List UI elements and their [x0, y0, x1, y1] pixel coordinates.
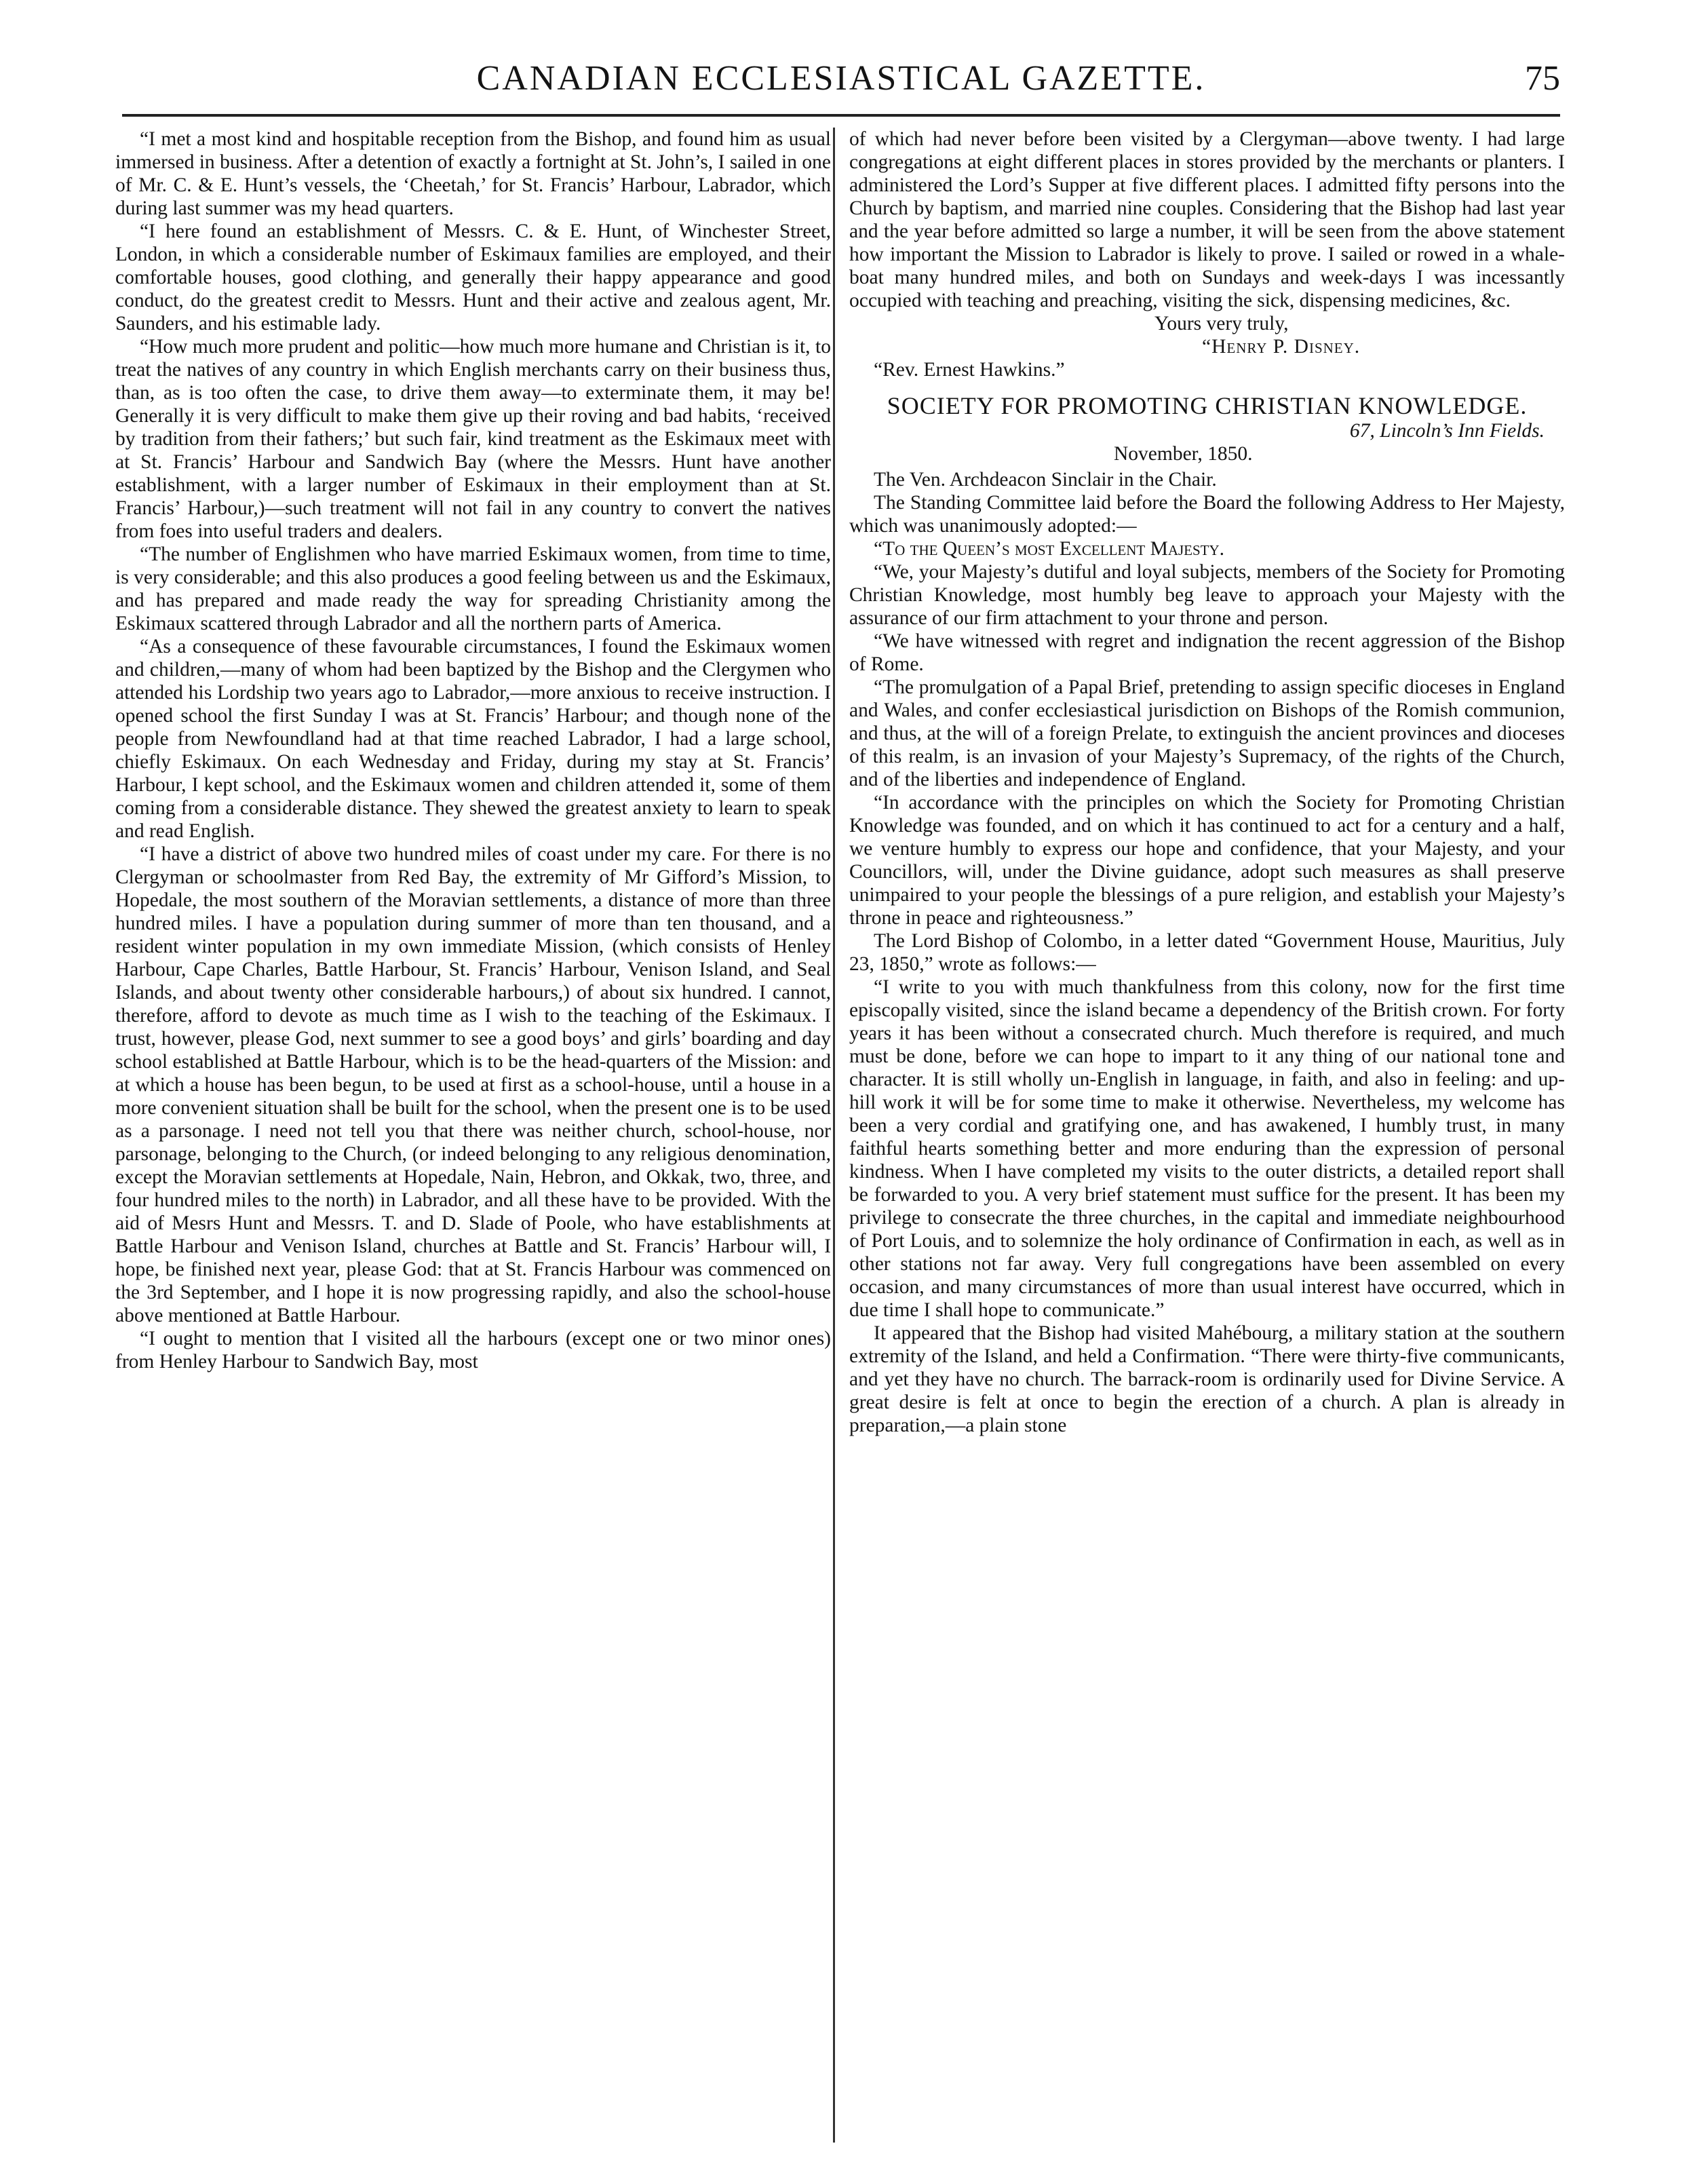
header-rule: [122, 114, 1560, 117]
letter-signoff: Yours very truly,: [1154, 313, 1289, 334]
letter-paragraph: “How much more prudent and politic—how much more humane and Christian is it, to treat the natives of any country in which English merchants carry on their business thus, than, as is too often the case, to drive them away—to exterminate them, it may be! Generally it is very difficult to make them give up their roving and bad habits, ‘received by tradition from their fathers;’ but such fair, kind treatment as the Eskimaux meet with at St. Francis’ Harbour and Sandwich Bay (where the Messrs. Hunt have another establishment, with a larger number of Eskimaux in their employment than at St. Francis’ Harbour,)—such treatment will not fail in any country to convert the natives from foes into useful traders and dealers.: [115, 336, 831, 542]
page-header: [122, 54, 1560, 109]
section-heading: SOCIETY FOR PROMOTING CHRISTIAN KNOWLEDGE.: [887, 392, 1528, 419]
right-column: [849, 128, 1565, 1437]
letter-paragraph: “I have a district of above two hundred miles of coast under my care. For there is no Clergyman or schoolmaster from Red Bay, the extremity of Mr Gifford’s Mission, to Hopedale, the most southern of the Moravian settlements, a distance of more than three hundred miles. I have a population during summer of more than ten thousand, and a resident winter population in my own immediate Mission, (which consists of Henley Harbour, Cape Charles, Battle Harbour, St. Francis’ Harbour, Venison Island, and Seal Islands, and about twenty other considerable harbours,) of about six hundred. I cannot, therefore, afford to devote as much time as I wish to the teaching of the Eskimaux. I trust, however, please God, next summer to see a good boys’ and girls’ boarding and day school established at Battle Harbour, which is to be the head-quarters of the Mission: and at which a house has been begun, to be used at first as a school-house, until a house in a more convenient situation shall be built for the school, when the present one is to be used as a parsonage. I need not tell you that there was neither church, school-house, nor parsonage, belonging to the Church, (or indeed belonging to any religious denomination, except the Moravian settlements at Hopedale, Nain, Hebron, and Okkak, two, three, and four hundred miles to the north) in Labrador, and all these have to be provided. With the aid of Mesrs Hunt and Messrs. T. and D. Slade of Poole, who have establishments at Battle Harbour and Venison Island, churches at Battle and St. Francis’ Harbour will, I hope, be finished next year, please God: that at St. Francis Harbour was commenced on the 3rd September, and I hope it is now progressing rapidly, and also the school-house above mentioned at Battle Harbour.: [115, 843, 831, 1326]
section-date: November, 1850.: [1114, 443, 1253, 465]
publication-title: CANADIAN ECCLESIASTICAL GAZETTE.: [476, 59, 1206, 98]
minutes-paragraph: The Standing Committee laid before the Board the following Address to Her Majesty, which was unanimously adopted:—: [849, 492, 1565, 537]
letter-continuation: of which had never before been visited by a Clergyman—above twenty. I had large congregations at eight different places in stores provided by the merchants or planters. I administered the Lord’s Supper at five different places. I admitted fifty persons into the Church by baptism, and married nine couples. Considering that the Bishop had last year and the year before admitted so large a number, it will be seen from the above statement how important the Mission to Labrador is likely to prove. I sailed or rowed in a whale-boat many hundred miles, and both on Sundays and week-days I was incessantly occupied with teaching and preaching, visiting the sick, dispensing medicines, &c.: [849, 128, 1565, 311]
address-salutation: “To the Queen’s most Excellent Majesty.: [874, 538, 1225, 560]
letter-paragraph: “I ought to mention that I visited all the harbours (except one or two minor ones) from Henley Harbour to Sandwich Bay, most: [115, 1328, 831, 1373]
letter-paragraph: “As a consequence of these favourable circumstances, I found the Eskimaux women and children,—many of whom had been baptized by the Bishop and the Clergymen who attended his Lordship two years ago to Labrador,—more anxious to receive instruction. I opened school the first Sunday I was at St. Francis’ Harbour; and though none of the people from Newfoundland had at that time reached Labrador, I had a large school, chiefly Eskimaux. On each Wednesday and Friday, during my stay at St. Francis’ Harbour, I kept school, and the Eskimaux women and children attended it, some of them coming from a considerable distance. They shewed the greatest anxiety to learn to speak and read English.: [115, 636, 831, 842]
letter-paragraph: “I write to you with much thankfulness from this colony, now for the first time episcopally visited, since the island became a dependency of the British crown. For forty years it has been without a consecrated church. Much therefore is required, and much must be done, before we can hope to impart to it any thing of our national tone and character. It is still wholly un-English in language, in faith, and also in feeling: and up-hill work it will be for some time to make it otherwise. Nevertheless, my welcome has been a very cordial and gratifying one, and has awakened, I humbly trust, in many faithful hearts something better and more enduring than the expression of personal kindness. When I have completed my visits to the outer districts, a detailed report shall be forwarded to you. A very brief statement must suffice for the present. It has been my privilege to consecrate the three churches, in the capital and immediate neighbourhood of Port Louis, and to solemnize the holy ordinance of Confirmation in each, as well as in other stations not far away. Very full congregations have been assembled on every occasion, and many circumstances of more than usual interest have occurred, which in due time I shall hope to communicate.”: [849, 976, 1565, 1321]
letter-paragraph: “I met a most kind and hospitable reception from the Bishop, and found him as usual immersed in business. After a detention of exactly a fortnight at St. John’s, I sailed in one of Mr. C. & E. Hunt’s vessels, the ‘Cheetah,’ for St. Francis’ Harbour, Labrador, which during last summer was my head quarters.: [115, 128, 831, 219]
section-address: 67, Lincoln’s Inn Fields.: [1349, 420, 1545, 442]
left-column: [115, 128, 831, 1373]
column-divider: [833, 128, 835, 2143]
minutes-paragraph: It appeared that the Bishop had visited Mahébourg, a military station at the southern extremity of the Island, and held a Confirmation. “There were thirty-five communicants, and yet they have no church. The barrack-room is ordinarily used for Divine Service. A great desire is felt at once to begin the erection of a church. A plan is already in preparation,—a plain stone: [849, 1322, 1565, 1436]
minutes-paragraph: The Lord Bishop of Colombo, in a letter dated “Government House, Mauritius, July 23, 1850,” wrote as follows:—: [849, 930, 1565, 975]
address-paragraph: “The promulgation of a Papal Brief, pretending to assign specific dioceses in England and Wales, and confer ecclesiastical jurisdiction on Bishops of the Romish communion, and thus, at the will of a foreign Prelate, to extinguish the ancient provinces and dioceses of this realm, is an invasion of your Majesty’s Supremacy, of the rights of the Church, and of the liberties and independence of England.: [849, 676, 1565, 790]
address-paragraph: “We, your Majesty’s dutiful and loyal subjects, members of the Society for Promoting Christian Knowledge, most humbly beg leave to approach your Majesty with the assurance of our firm attachment to your throne and person.: [849, 561, 1565, 629]
address-paragraph: “We have witnessed with regret and indignation the recent aggression of the Bishop of Rome.: [849, 630, 1565, 675]
letter-paragraph: “The number of Englishmen who have married Eskimaux women, from time to time, is very considerable; and this also produces a good feeling between us and the Eskimaux, and has prepared and made ready the way for spreading Christianity among the Eskimaux scattered through Labrador and all the northern parts of America.: [115, 543, 831, 634]
page-number: 75: [1525, 59, 1560, 98]
letter-paragraph: “I here found an establishment of Messrs. C. & E. Hunt, of Winchester Street, London, in which a considerable number of Eskimaux families are employed, and their comfortable houses, good clothing, and generally their happy appearance and good conduct, do the greatest credit to Messrs. Hunt and their active and zealous agent, Mr. Saunders, and his estimable lady.: [115, 220, 831, 334]
letter-addressee: “Rev. Ernest Hawkins.”: [874, 359, 1065, 381]
minutes-paragraph: The Ven. Archdeacon Sinclair in the Chair.: [874, 469, 1217, 491]
address-paragraph: “In accordance with the principles on which the Society for Promoting Christian Knowledge was founded, and on which it has continued to act for a century and a half, we venture humbly to express our hope and confidence, that your Majesty, and your Councillors, will, under the Divine guidance, adopt such measures as shall preserve unimpaired to your people the blessings of a pure religion, and establish your Majesty’s throne in peace and righteousness.”: [849, 792, 1565, 929]
letter-signature: “Henry P. Disney.: [1202, 336, 1361, 358]
